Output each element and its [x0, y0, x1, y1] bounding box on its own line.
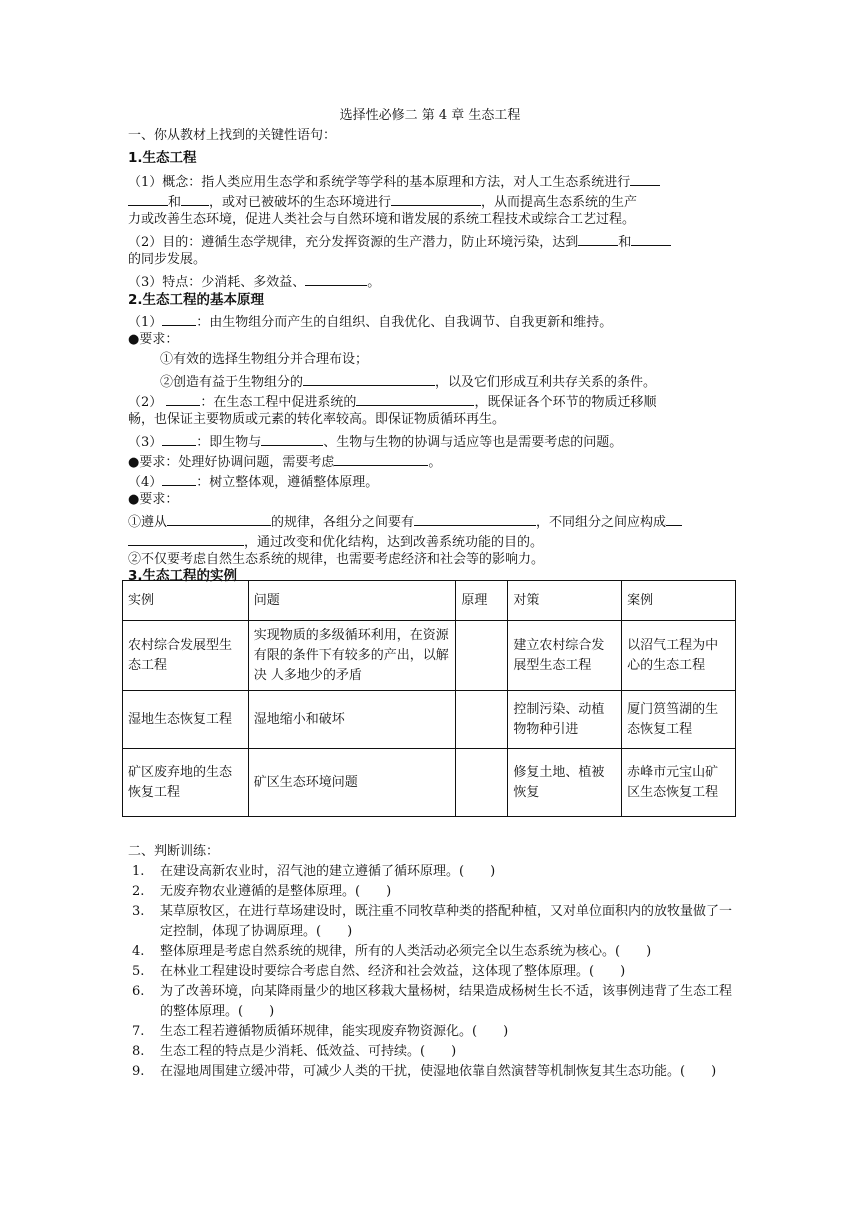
- table-cell: 赤峰市元宝山矿区生态恢复工程: [622, 749, 736, 817]
- blank: [631, 230, 671, 246]
- blank: [162, 430, 196, 446]
- table-header-cell: 案例: [622, 581, 736, 621]
- table-cell: 实现物质的多级循环利用，在资源有限的条件下有较多的产出，以解决 人多地少的矛盾: [248, 621, 456, 691]
- principle-1-req-2: ②创造有益于生物组分的 ，以及它们形成互利共存关系的条件。: [160, 370, 772, 393]
- principle-4-req-2: ②不仅要考虑自然生态系统的规律，也需要考虑经济和社会等的影响力。: [128, 552, 545, 567]
- principle-3-req: ●要求：处理好协调问题，需要考虑 。: [128, 450, 740, 473]
- blank: [334, 450, 428, 466]
- blank: [414, 510, 536, 526]
- table-cell: 修复土地、植被恢复: [508, 749, 622, 817]
- blank: [181, 190, 209, 206]
- judgement-item: 1. 在建设高新农业时，沼气池的建立遵循了循环原理。( ): [132, 864, 496, 879]
- heading-examples: 3.生态工程的实例: [128, 568, 238, 584]
- blank: [305, 270, 367, 286]
- examples-table: [122, 580, 736, 817]
- table-cell: [456, 749, 508, 817]
- judgement-item: 7. 生态工程若遵循物质循环规律，能实现废弃物资源化。( ): [132, 1024, 509, 1039]
- principle-4-req-1: ①遵从 的规律，各组分之间要有 ，不同组分之间应构成: [128, 510, 740, 533]
- blank: [167, 510, 271, 526]
- principle-2-line-1: （2） ：在生态工程中促进系统的 ，既保证各个环节的物质迁移顺: [128, 390, 740, 413]
- judgement-item: 6. 为了改善环境，向某降雨量少的地区移栽大量杨树，结果造成杨树生长不适，该事例违背了生态工程的整体原理。( ): [132, 984, 733, 1019]
- table-row: [123, 621, 736, 691]
- table-header-row: [123, 581, 736, 621]
- table-cell: 农村综合发展型生态工程: [123, 621, 249, 691]
- table-cell: 控制污染、动植物物种引进: [508, 691, 622, 749]
- judgement-item: 9. 在湿地周围建立缓冲带，可减少人类的干扰，使湿地依靠自然演替等机制恢复其生态功能。( ): [132, 1064, 717, 1079]
- table-cell: 矿区生态环境问题: [248, 749, 456, 817]
- concept-line-2: 和 ，或对已被破坏的生态环境进行 ，从而提高生态系统的生产: [128, 190, 740, 213]
- requirement-label-2: ●要求：: [128, 492, 179, 507]
- blank: [162, 310, 196, 326]
- table-header-cell: 问题: [248, 581, 456, 621]
- table-header-cell: 实例: [123, 581, 249, 621]
- table-header-cell: 对策: [508, 581, 622, 621]
- judgement-item: 8. 生态工程的特点是少消耗、低效益、可持续。( ): [132, 1044, 457, 1059]
- principle-4-req-1-cont: ，通过改变和优化结构，达到改善系统功能的目的。: [128, 530, 740, 553]
- table-cell: 湿地缩小和破坏: [248, 691, 456, 749]
- principle-4: （4） ：树立整体观，遵循整体原理。: [128, 470, 740, 493]
- judgement-item: 2. 无废弃物农业遵循的是整体原理。( ): [132, 884, 392, 899]
- table-cell: 厦门筼筜湖的生态恢复工程: [622, 691, 736, 749]
- blank: [630, 170, 660, 186]
- table-cell: 以沼气工程为中心的生态工程: [622, 621, 736, 691]
- requirement-label: ●要求：: [128, 332, 179, 347]
- blank: [303, 370, 435, 386]
- heading-ecological-engineering: 1.生态工程: [128, 150, 197, 166]
- judgement-item: 3. 某草原牧区，在进行草场建设时，既注重不同牧草种类的搭配种植，又对单位面积内的放牧量做了一定控制，体现了协调原理。( ): [132, 904, 733, 939]
- principle-3: （3） ：即生物与 、生物与生物的协调与适应等也是需要考虑的问题。: [128, 430, 740, 453]
- blank: [261, 430, 323, 446]
- section1-heading: 一、你从教材上找到的关键性语句：: [128, 128, 337, 143]
- blank: [578, 230, 618, 246]
- feature-line: （3）特点：少消耗、多效益、 。: [128, 270, 740, 293]
- blank: [162, 470, 196, 486]
- blank: [391, 190, 481, 206]
- concept-line-3: 力或改善生态环境，促进人类社会与自然环境和谐发展的系统工程技术或综合工艺过程。: [128, 212, 636, 227]
- blank: [166, 390, 200, 406]
- judgement-item: 5. 在林业工程建设时要综合考虑自然、经济和社会效益，这体现了整体原理。( ): [132, 964, 626, 979]
- blank: [356, 390, 474, 406]
- concept-line-1: （1）概念：指人类应用生态学和系统学等学科的基本原理和方法，对人工生态系统进行: [128, 170, 740, 193]
- table-cell: 建立农村综合发展型生态工程: [508, 621, 622, 691]
- purpose-line-2: 的同步发展。: [128, 252, 207, 267]
- blank: [666, 510, 682, 526]
- table-header-cell: 原理: [456, 581, 508, 621]
- table-row: [123, 749, 736, 817]
- judgement-item: 4. 整体原理是考虑自然系统的规律，所有的人类活动必须完全以生态系统为核心。( ): [132, 944, 652, 959]
- table-cell: 湿地生态恢复工程: [123, 691, 249, 749]
- table-cell: [456, 621, 508, 691]
- purpose-line-1: （2）目的：遵循生态学规律，充分发挥资源的生产潜力，防止环境污染，达到 和: [128, 230, 740, 253]
- heading-principles: 2.生态工程的基本原理: [128, 292, 265, 308]
- principle-2-line-2: 畅，也保证主要物质或元素的转化率较高。即保证物质循环再生。: [128, 412, 506, 427]
- section2-heading: 二、判断训练：: [128, 844, 220, 859]
- principle-1: （1） ：由生物组分而产生的自组织、自我优化、自我调节、自我更新和维持。: [128, 310, 740, 333]
- principle-1-req-1: ①有效的选择生物组分并合理布设；: [160, 352, 369, 367]
- table-cell: 矿区废弃地的生态恢复工程: [123, 749, 249, 817]
- blank: [128, 530, 244, 546]
- table-cell: [456, 691, 508, 749]
- table-row: [123, 691, 736, 749]
- page-title: 选择性必修二 第 4 章 生态工程: [339, 108, 521, 123]
- blank: [128, 190, 168, 206]
